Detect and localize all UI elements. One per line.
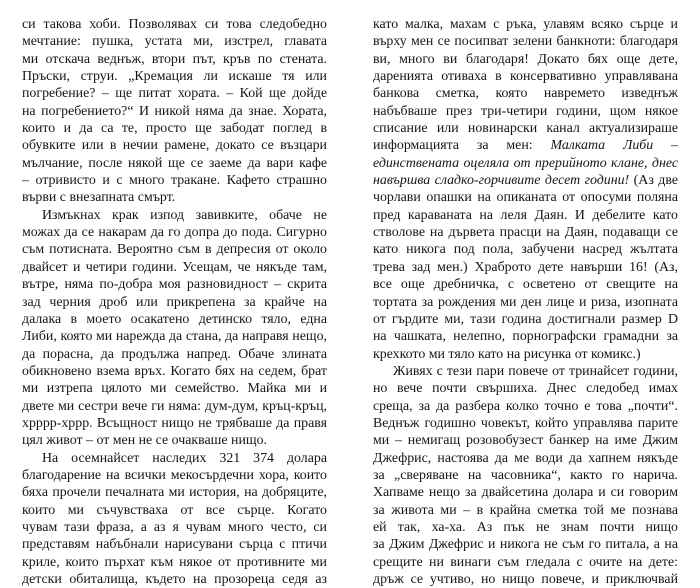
text-line: бяха прочели печалната ми история, на добряците,	[22, 485, 327, 501]
text-line: тортата за рождения ми ден лице и риза, изопната	[373, 294, 678, 310]
text-line: цял живот – от мен не се очакваше нищо.	[22, 433, 267, 449]
text-line: благодарение на всички мекосърдечни хора, които	[22, 467, 327, 483]
text-line: криле, които пърхат към някое от противните ми	[22, 554, 327, 570]
text-line: за Джим Джефрис и никога не съм го питала, а на	[373, 537, 678, 553]
text-line: но вече почти свършиха. Днес следобед имах	[373, 381, 678, 397]
text-line: единствената оцеляла от прерийното клане, днес	[373, 155, 678, 171]
text-line: хрррр-хррр. Всъщност нищо не трябваше да правя	[22, 415, 327, 431]
text-line: Живях с тези пари повече от тринайсет години,	[393, 363, 678, 379]
text-line	[373, 137, 678, 154]
text-line: ей так, ха-ха. Аз пък не знам почти нищо	[373, 519, 678, 535]
left-page	[22, 16, 327, 587]
text-line	[373, 172, 678, 189]
text-line: да порасна, да продължа напред. Обаче злината	[22, 346, 327, 362]
text-line: мечтание: пушка, устата ми, изстрел, главата	[22, 34, 327, 50]
text-line: погребение? – ще питат хората. – Кой ще дойде	[22, 86, 327, 102]
text-line: мълчание, после някой ще се заеме да вари кафе	[22, 155, 327, 171]
text-line: Либи, която ми нарежда да стана, да направя нещо,	[22, 329, 327, 345]
text-line: двайсет и четири години. Усещам, че някъде там,	[22, 259, 327, 275]
text-line: стволове на дървета прасци на Даян, подаващи се	[373, 225, 678, 241]
text-line: които ми съчувстваха от все сърце. Когато	[22, 502, 327, 518]
text-line: си такова хоби. Позволявах си това следобедно	[22, 17, 327, 32]
text-line: на чашката, нелепно, порнографски грамадни за	[373, 329, 678, 345]
text-line: даренията отиваха в консервативно управлявана	[373, 69, 678, 85]
text-line: двете ми сестри вече ги няма: дум-дум, кръц-кръц,	[22, 398, 327, 414]
text-line: все още дребничка, с осветено от свещите на	[373, 277, 678, 293]
italic-run: навършва сладко-горчивите десет години!	[373, 173, 630, 189]
italic-run: Малката Либи –	[550, 138, 679, 154]
text-line: на погребението?“ И никой няма да знае. Хората,	[22, 103, 327, 119]
text-line: набъбваше през три-четири години, щом някое	[373, 103, 678, 119]
text-line: пред караваната на леля Даян. И дебелите като	[373, 207, 678, 223]
text-line: които и да са те, просто ще забодат поглед в	[22, 121, 327, 137]
text-line: за живота ми – в крайна сметка той ме познава	[373, 502, 678, 518]
text-run: (Аз две	[629, 173, 678, 189]
text-line: трева зад мен.) Храброто дете навърши 16! (Аз,	[373, 259, 678, 275]
text-line: ми отскача веднъж, втори път, кръв по стената.	[22, 51, 327, 67]
text-line: можах да се накарам да го допра до пода. Сигурно	[22, 225, 327, 241]
text-line: Пръски, струи. „Кремация ли искаше тя или	[22, 69, 327, 85]
text-line: чувам тази фраза, а аз я чувам много често, си	[22, 519, 327, 535]
text-line: Хапваме нещо за двайсетина долара и си говорим	[373, 485, 678, 501]
text-line: банкова сметка, която навремето изведнъж	[373, 86, 678, 102]
text-line: обувките или в нечии рамене, докато се възцари	[22, 138, 327, 154]
text-line: чорлави опашки на опиканата от опосуми поляна	[373, 190, 678, 206]
text-line: вътре, няма по-добра моя разновидност – скрита	[22, 277, 327, 293]
text-line: представям набъбнали нарисувани сърца с птичи	[22, 537, 327, 553]
text-line: върху мен се посипват зелени банкноти: благодаря	[373, 34, 678, 50]
text-line: – отривисто и с много тракане. Кафето страшно	[22, 173, 327, 189]
text-line: за „сверяване на часовника“, както го нарича.	[373, 467, 678, 483]
text-line: детски обиталища, където на прозореца седя аз	[22, 572, 327, 587]
text-line: крехкото ми тяло като на рисунка от комикс.)	[373, 346, 641, 362]
text-line: върви с внезапната смърт.	[22, 190, 176, 206]
text-line: Джефрис, настоява да ме води да хапнем някъде	[373, 450, 678, 466]
text-line: зад черния дроб или прикрепена за крайче на	[22, 294, 327, 310]
text-line: от гърдите ми, тази година достигнали размер D	[373, 311, 678, 327]
text-line: дръж се учтиво, но нищо повече, и приключвай	[373, 572, 678, 587]
text-line: ви, много ви благодаря! Докато бях още дете,	[373, 51, 678, 67]
text-line: ми – немигащ розовобузест банкер на име Джим	[373, 433, 678, 449]
text-run: информацията за мен:	[373, 138, 551, 154]
text-line: като никога под пола, забучени насред жълтата	[373, 242, 678, 258]
text-line: Измъкнах крак изпод завивките, обаче не	[42, 207, 327, 223]
text-line: среща, за да разбера колко точно е това „почти“.	[373, 398, 678, 414]
text-line: Веднъж годишно човекът, който управлява парите	[373, 415, 678, 431]
text-line: като малка, махам с ръка, улавям всяко сърце и	[373, 17, 678, 32]
text-line: ми изтрепа цялото ми семейство. Майка ми и	[22, 381, 327, 397]
text-line: На осемнайсет наследих 321 374 долара	[42, 450, 327, 466]
text-line: списание или новинарски канал актуализираше	[373, 121, 678, 137]
text-line: обикновено взема връх. Когато бях на седем, брат	[22, 363, 327, 379]
text-line: съм потисната. Вероятно съм в депресия от около	[22, 242, 327, 258]
text-line: срещите ни винаги съм гледала с очите на дете:	[373, 554, 678, 570]
text-line: далака в моето осакатено детинско тяло, една	[22, 311, 327, 327]
right-page	[373, 16, 679, 587]
